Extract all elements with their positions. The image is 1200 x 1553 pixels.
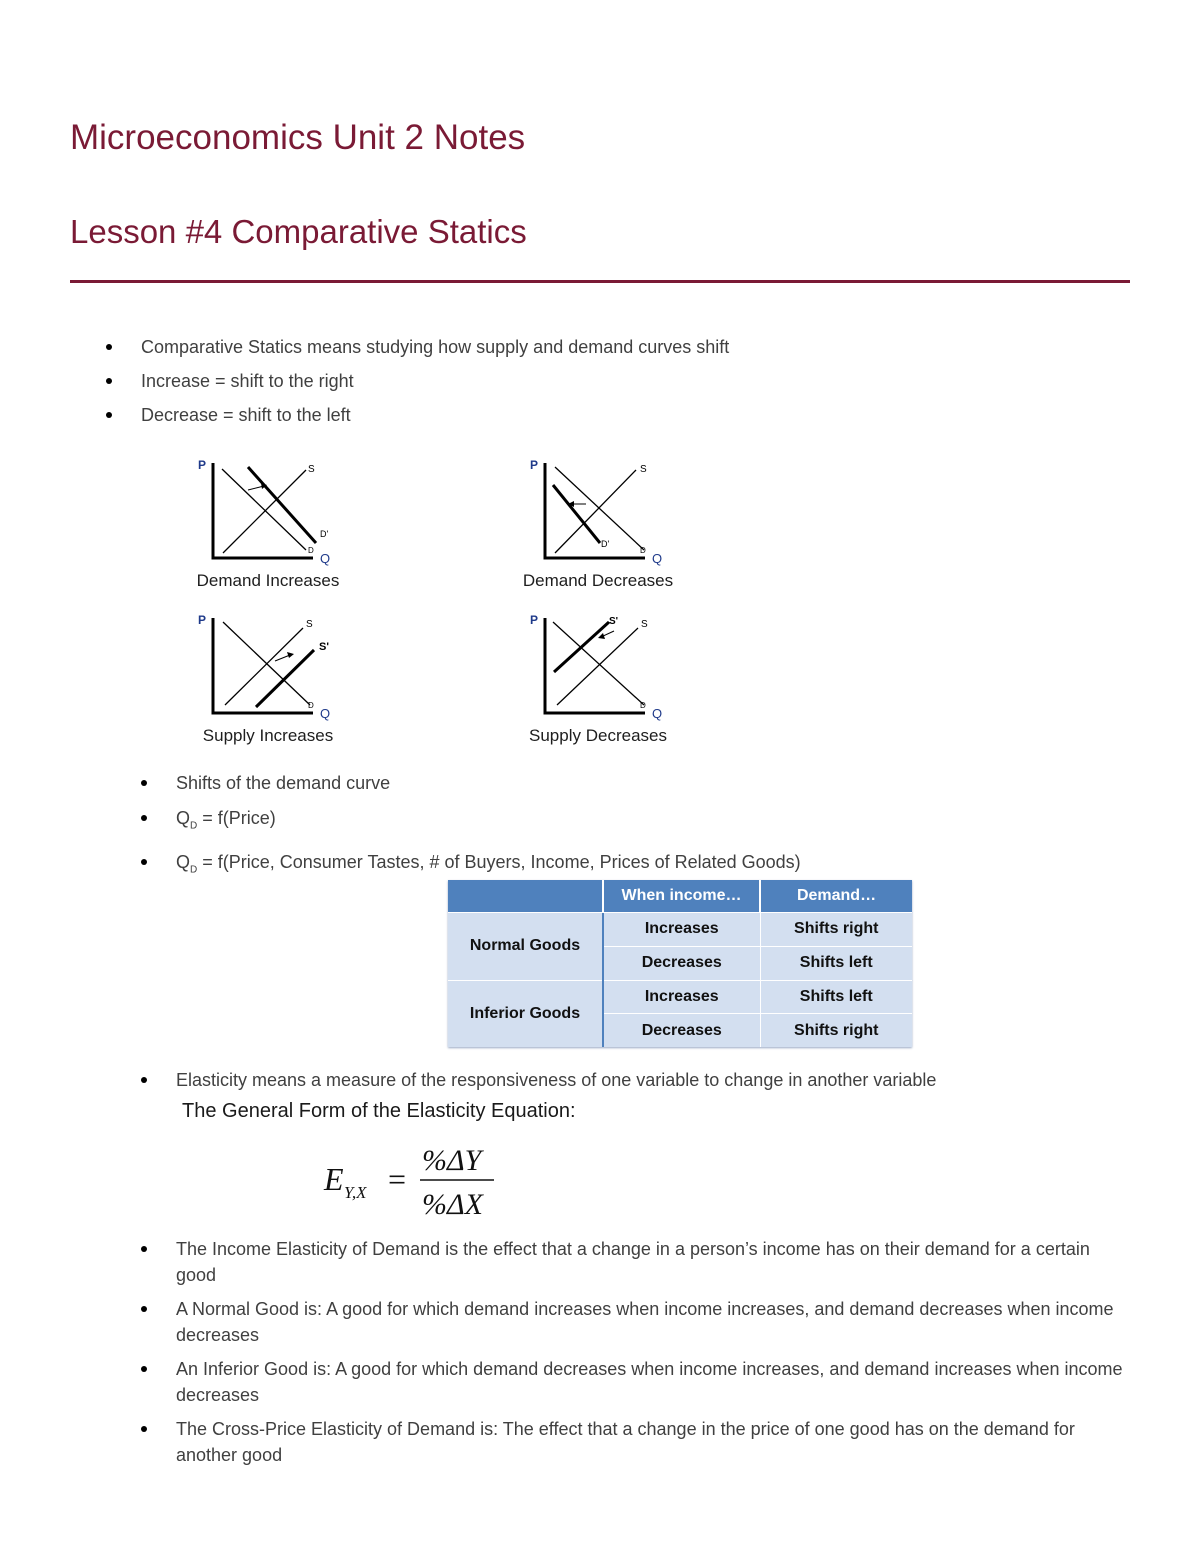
qd-formula: = f(Price, Consumer Tastes, # of Buyers, Income, Prices of Related Goods) [197, 851, 801, 872]
table-cell: Shifts right [760, 913, 912, 947]
table-cell: Shifts left [760, 980, 912, 1014]
intro-bullet-list [141, 334, 1101, 436]
table-header-row [448, 880, 912, 913]
supply-label: S [306, 619, 313, 630]
table-header-cell: Demand… [760, 880, 912, 913]
definition-bullet-list [176, 1236, 1126, 1476]
category-cell: Normal Goods [448, 913, 603, 981]
list-item [176, 805, 1126, 840]
demand-label: D [308, 546, 314, 555]
demand-shifted-label: D' [320, 529, 329, 539]
qd-subscript: D [190, 820, 198, 832]
elasticity-equation-title: The General Form of the Elasticity Equation: [182, 1100, 576, 1122]
graph-supply-increases [178, 610, 358, 746]
arrow-head [598, 633, 605, 639]
list-item: A Normal Good is: A good for which demand increases when income increases, and demand decreases when income decreases [176, 1296, 1126, 1348]
shift-arrow [275, 655, 290, 661]
graph-caption: Supply Increases [202, 726, 334, 745]
graph-caption: Demand Decreases [522, 571, 674, 590]
graph-demand-increases [178, 455, 358, 591]
list-item: The Cross-Price Elasticity of Demand is: The effect that a change in the price of one good has on the demand for another good [176, 1416, 1126, 1468]
table-cell: Shifts left [760, 946, 912, 980]
list-item: Comparative Statics means studying how supply and demand curves shift [141, 334, 1101, 360]
demand-increases-diagram [178, 455, 358, 567]
graph-supply-decreases [508, 610, 688, 746]
axes [545, 463, 645, 558]
list-item: Increase = shift to the right [141, 368, 1101, 394]
supply-decreases-diagram [508, 610, 688, 722]
supply-line [557, 628, 638, 705]
table-row [448, 913, 912, 947]
qd-subscript: D [190, 864, 198, 876]
quantity-axis-label: Q [320, 551, 331, 566]
category-cell: Inferior Goods [448, 980, 603, 1047]
qd-formula: = f(Price) [197, 808, 276, 828]
list-item: Decrease = shift to the left [141, 402, 1101, 428]
price-axis-label: P [198, 458, 207, 472]
table-cell: Increases [603, 980, 760, 1014]
list-item: Shifts of the demand curve [176, 770, 1126, 796]
table-cell: Decreases [603, 946, 760, 980]
table-header-cell: When income… [603, 880, 760, 913]
quantity-axis-label: Q [320, 706, 331, 721]
demand-line [222, 469, 306, 550]
supply-shifted-line [256, 650, 314, 707]
equation-denominator: %ΔX [422, 1188, 483, 1220]
table-row [448, 980, 912, 1014]
list-item: Elasticity means a measure of the responsiveness of one variable to change in another variable [176, 1067, 1126, 1093]
price-axis-label: P [530, 613, 539, 627]
equation-equals: = [388, 1161, 407, 1197]
demand-shifted-line [248, 467, 316, 543]
demand-label: D [308, 701, 314, 710]
income-demand-table [448, 880, 912, 1047]
arrow-head [287, 652, 294, 658]
quantity-axis-label: Q [652, 706, 663, 721]
supply-label: S [641, 619, 648, 630]
graph-caption: Demand Increases [196, 571, 340, 590]
equation-subscript: Y,X [344, 1183, 367, 1202]
demand-label: D [640, 546, 646, 555]
list-item: The Income Elasticity of Demand is the effect that a change in a person’s income has on their demand for a certain good [176, 1236, 1126, 1288]
table-cell: Increases [603, 913, 760, 947]
qd-symbol: Q [176, 808, 191, 828]
supply-shifted-label: S' [609, 616, 619, 627]
supply-increases-diagram [178, 610, 358, 722]
supply-label: S [640, 464, 647, 475]
demand-label: D [640, 701, 646, 710]
demand-line [555, 467, 644, 550]
price-axis-label: P [530, 458, 539, 472]
supply-shifted-line [554, 622, 609, 672]
elasticity-bullet-list [176, 1067, 1126, 1093]
equation-lhs: E [324, 1161, 344, 1197]
table-cell: Shifts right [760, 1014, 912, 1047]
supply-line [555, 470, 636, 553]
supply-shifted-label: S' [319, 641, 329, 653]
equation-numerator: %ΔY [422, 1144, 482, 1177]
demand-shifted-label: D' [601, 539, 610, 549]
graph-demand-decreases [508, 455, 688, 591]
supply-line [225, 628, 303, 705]
document-title: Microeconomics Unit 2 Notes [70, 118, 526, 157]
demand-decreases-diagram [508, 455, 688, 567]
lesson-title: Lesson #4 Comparative Statics [70, 213, 527, 250]
table-cell: Decreases [603, 1014, 760, 1047]
supply-label: S [308, 464, 315, 475]
quantity-axis-label: Q [652, 551, 663, 566]
elasticity-equation [318, 1138, 508, 1220]
list-item [176, 849, 1126, 884]
qd-symbol: Q [176, 851, 191, 872]
title-divider [70, 280, 1130, 283]
graph-caption: Supply Decreases [529, 726, 667, 745]
list-item: An Inferior Good is: A good for which demand decreases when income increases, and demand increases when income decreases [176, 1356, 1126, 1408]
table-header-cell [448, 880, 603, 913]
price-axis-label: P [198, 613, 207, 627]
demand-bullet-list [176, 770, 1126, 892]
